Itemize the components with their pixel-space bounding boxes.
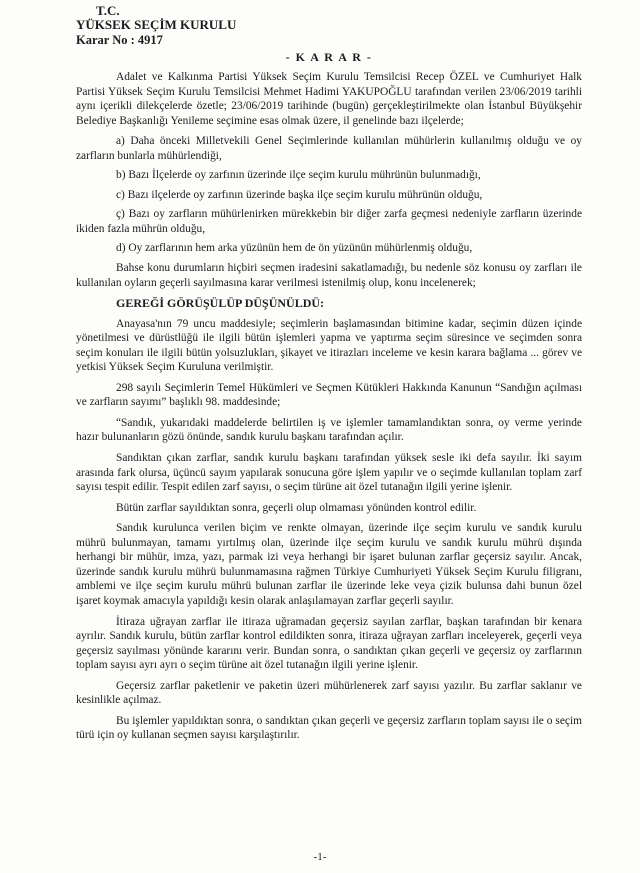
paragraph: İtiraza uğrayan zarflar ile itiraza uğramadan geçersiz sayılan zarflar, başkan tarafından bir kenara ayrılır. Sandık kurulu, bütün zarflar kontrol edildikten sonra, itiraza uğrayan zarfları inceleyerek, geçerli veya geçersiz sayılması yönünde kararını verir. Bundan sonra, o sandıktan çıkan geçerli ve geçersiz oy zarflarının toplam sayısı ayrı ayrı o seçim türüne ait özel tutanağın ilgili yerine işlenir. bbox=[76, 615, 582, 672]
paragraph: b) Bazı İlçelerde oy zarfının üzerinde ilçe seçim kurulu mührünün bulunmadığı, bbox=[116, 169, 481, 182]
paragraph: “Sandık, yukarıdaki maddelerde belirtilen iş ve işlemler tamamlandıktan sonra, oy verme yerinde hazır bulunanların gözü önünde, sandık kurulu başkanı tarafından açılır. bbox=[76, 416, 582, 444]
paragraph: Bu işlemler yapıldıktan sonra, o sandıktan çıkan geçerli ve geçersiz zarfların toplam sayısı ile o seçim türü için oy kullanan seçmen sayısı karşılaştırılır. bbox=[76, 714, 582, 742]
paragraph: c) Bazı ilçelerde oy zarfının üzerinde başka ilçe seçim kurulu mührünün olduğu, bbox=[116, 188, 483, 201]
paragraph: Sandıktan çıkan zarflar, sandık kurulu başkanı tarafından yüksek sesle iki defa sayılır. İki sayım arasında fark olursa, üçüncü sayım yapılarak sonucuna göre işlem yapılır ve o seçimde kullanılan toplam zarf sayısı tespit edilir. Tespit edilen zarf sayısı, o seçim türüne ait özel tutanağın ilgili yerine işlenir. bbox=[76, 452, 582, 494]
paragraph: Sandık kurulunca verilen biçim ve renkte olmayan, üzerinde ilçe seçim kurulu ve sandık kurulu mührü bulunmayan, tamamı yırtılmış olan, üzerinde ilçe seçim kurulu ve sandık kurulu mührü dışında herhangi bir mühür, imza, yazı, parmak izi veya herhangi bir işaret bulunan zarflar geçersiz sayılır. Ancak, üzerinde sandık kurulu mührü bulunmamasına rağmen Türkiye Cumhuriyeti Yüksek Seçim Kurulu filigranı, amblemi ve ilçe seçim kurulu mührü bulunan zarflar ile üzerinde leke veya çizik bulunsa dahi bunun özel işaret koymak amacıyla yapıldığı kesin olarak anlaşılamayan zarflar geçerli sayılır. bbox=[76, 522, 582, 607]
header-decision-number: Karar No : 4917 bbox=[76, 33, 163, 47]
paragraph: Bütün zarflar sayıldıktan sonra, geçerli olup olmaması yönünden kontrol edilir. bbox=[116, 501, 477, 514]
paragraph: d) Oy zarflarının hem arka yüzünün hem de ön yüzünün mühürlenmiş olduğu, bbox=[116, 242, 473, 255]
section-heading: GEREĞİ GÖRÜŞÜLÜP DÜŞÜNÜLDÜ: bbox=[116, 296, 325, 311]
header-institution: YÜKSEK SEÇİM KURULU bbox=[76, 17, 237, 32]
paragraph: Geçersiz zarflar paketlenir ve paketin üzeri mühürlenerek zarf sayısı yazılır. Bu zarflar saklanır ve kesinlikle açılmaz. bbox=[76, 679, 582, 707]
document-body bbox=[76, 70, 582, 749]
paragraph: a) Daha önceki Milletvekili Genel Seçimlerinde kullanılan mühürlerin kullanılmış olduğu ve oy zarfların bunlarla mühürlendiği, bbox=[76, 135, 582, 162]
paragraph: Anayasa'nın 79 uncu maddesiyle; seçimlerin başlamasından bitimine kadar, seçimin düzen içinde yönetilmesi ve dürüstlüğü ile ilgili bütün işlemleri yapma ve yaptırma seçim süresince ve seçimden sonra seçim konuları ile ilgili bütün yolsuzlukları, şikayet ve itirazları inceleme ve kesin karara bağlama ... görev ve yetkisi Yüksek Seçim Kuruluna verilmiştir. bbox=[76, 317, 582, 374]
paragraph: 298 sayılı Seçimlerin Temel Hükümleri ve Seçmen Kütükleri Hakkında Kanunun “Sandığın açılması ve zarfların sayımı” başlıklı 98. maddesinde; bbox=[76, 381, 582, 409]
paragraph: ç) Bazı oy zarfların mühürlenirken mürekkebin bir diğer zarfa geçmesi nedeniyle zarfların üzerinde ikiden fazla mührün olduğu, bbox=[76, 208, 582, 235]
header-tc: T.C. bbox=[96, 3, 120, 18]
paragraph: Adalet ve Kalkınma Partisi Yüksek Seçim Kurulu Temsilcisi Recep ÖZEL ve Cumhuriyet Halk Partisi Yüksek Seçim Kurulu Temsilcisi Mehmet Hadimi YAKUPOĞLU tarafından verilen 23/06/2019 tarihli aynı içerikli dilekçelerde özetle; 23/06/2019 tarihinde (bugün) gerçekleştirilmekte olan İstanbul Büyükşehir Belediye Başkanlığı Yenileme seçimine esas olmak üzere, il genelinde bazı ilçelerde; bbox=[76, 71, 582, 127]
paragraph: Bahse konu durumların hiçbiri seçmen iradesini sakatlamadığı, bu nedenle söz konusu oy zarfları ile kullanılan oyların geçerli sayılmasına karar verilmesi istenilmiş olup, konu incelenerek; bbox=[76, 262, 582, 289]
decision-title: - K A R A R - bbox=[285, 50, 373, 64]
page-number: -1- bbox=[313, 851, 327, 863]
